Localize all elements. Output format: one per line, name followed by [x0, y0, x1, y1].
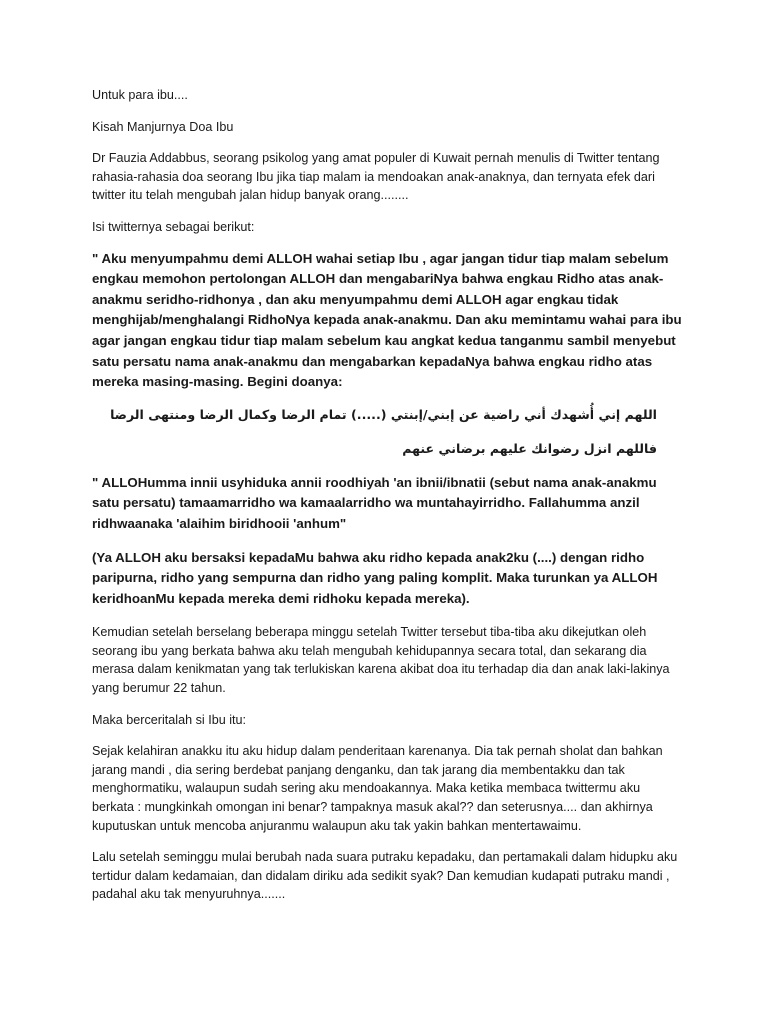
greeting-line: Untuk para ibu....: [92, 88, 188, 102]
document-page: [92, 86, 682, 904]
story-intro: Maka berceritalah si Ibu itu:: [92, 712, 246, 727]
arabic-prayer-line-2: فاللهم انزل رضوانك عليهم برضاني عنهم: [402, 440, 657, 456]
mother-story-paragraph-1: Sejak kelahiran anakku itu aku hidup dalam penderitaan karenanya. Dia tak pernah sholat dan bahkan jarang mandi , dia sering berdebat panjang denganku, dan tak jarang dia membentakku dan tak menghormatiku, walaupun sudah sering aku mendoakannya. Maka ketika membaca twittermu aku berkata : mungkinkah omongan ini benar? tampaknya masuk akal?? dan seterusnya.... dan akhirnya kuputuskan untuk mencoba anjuranmu walaupun aku tak yakin bahkan mentertawaimu.: [92, 744, 663, 833]
prayer-translation: (Ya ALLOH aku bersaksi kepadaMu bahwa aku ridho kepada anak2ku (....) dengan ridho paripurna, ridho yang sempurna dan ridho yang paling komplit. Maka turunkan ya ALLOH keridhoanMu kepada mereka demi ridhoku kepada mereka).: [92, 549, 658, 606]
tweet-label: Isi twitternya sebagai berikut:: [92, 219, 255, 234]
mother-story-paragraph-2: Lalu setelah seminggu mulai berubah nada suara putraku kepadaku, dan pertamakali dalam hidupku aku tertidur dalam kedamaian, dan didalam diriku ada sedikit syak? Dan kemudian kudapati putraku mandi , padahal aku tak menyuruhnya.......: [92, 850, 678, 902]
arabic-prayer-line-1: اللهم إني أُشهدك أني راضية عن إبني/إبنتي (.....) تمام الرضا وكمال الرضا ومنتهى الرضا: [110, 406, 657, 422]
follow-up-paragraph: Kemudian setelah berselang beberapa minggu setelah Twitter tersebut tiba-tiba aku dikejutkan oleh seorang ibu yang berkata bahwa aku telah mengubah kehidupannya secara total, dan sekarang dia merasa dalam kenikmatan yang tak terlukiskan karena akibat doa itu terhadap dia dan anak laki-lakinya yang berumur 22 tahun.: [92, 625, 670, 696]
quote-indonesian: " Aku menyumpahmu demi ALLOH wahai setiap Ibu , agar jangan tidur tiap malam sebelum engkau memohon pertolongan ALLOH dan mengabariNya bahwa engkau Ridho atas anak-anakmu seridho-ridhonya , dan aku menyumpahmu demi ALLOH agar engkau tidak menghijab/menghalangi RidhoNya kepada anak-anakmu. Dan aku memintamu wahai para ibu agar jangan engkau tidur tiap malam sebelum kau angkat kedua tanganmu sambil menyebut satu persatu nama anak-anakmu dan mengabarkan kepadaNya bahwa engkau ridho atas mereka masing-masing. Begini doanya:: [92, 250, 682, 390]
prayer-transliteration: " ALLOHumma innii usyhiduka annii roodhiyah 'an ibnii/ibnatii (sebut nama anak-anakmu satu persatu) tamaamarridho wa kamaalarridho wa muntahayirridho. Fallahumma anzil ridhwaanaka 'alaihim biridhooii 'anhum": [92, 474, 657, 531]
story-title: Kisah Manjurnya Doa Ibu: [92, 119, 234, 134]
intro-paragraph: Dr Fauzia Addabbus, seorang psikolog yang amat populer di Kuwait pernah menulis di Twitter tentang rahasia-rahasia doa seorang Ibu jika tiap malam ia mendoakan anak-anaknya, dan ternyata efek dari twitter itu telah mengubah jalan hidup banyak orang........: [92, 151, 660, 203]
